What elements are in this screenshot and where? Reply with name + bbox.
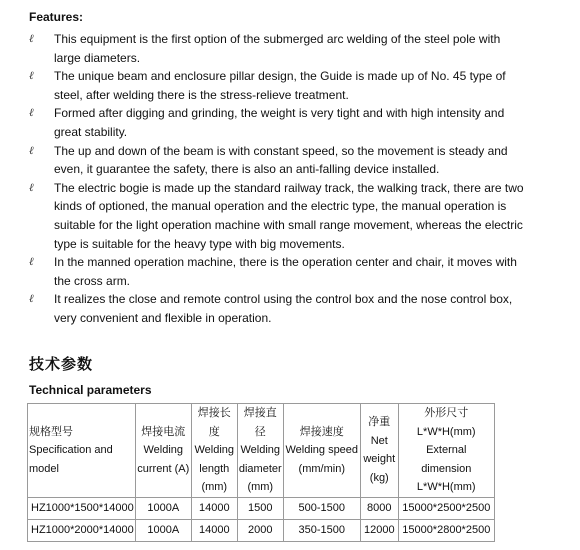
- header-speed: [283, 404, 360, 498]
- header-model: [28, 404, 136, 498]
- header-line: 规格型号: [29, 425, 73, 438]
- table-cell: 1500: [237, 497, 283, 519]
- header-line: 焊接直径: [243, 407, 277, 438]
- feature-text: It realizes the close and remote control using the control box and the nose control box, very convenient and flexible in operation.: [54, 292, 513, 325]
- header-line: (mm): [247, 481, 274, 493]
- bullet-icon: ℓ: [29, 32, 34, 45]
- header-weight: [360, 404, 398, 498]
- bullet-icon: ℓ: [29, 106, 34, 120]
- bullet-icon: ℓ: [29, 292, 34, 306]
- feature-item: [29, 142, 529, 179]
- feature-item: [29, 179, 529, 253]
- table-cell: 350-1500: [283, 519, 360, 541]
- header-line: Welding speed: [285, 444, 359, 456]
- header-line: Welding: [240, 444, 281, 456]
- section-heading-cn: 技术参数: [29, 356, 94, 373]
- header-line: 焊接长度: [197, 407, 231, 438]
- feature-text: This equipment is the first option of the submerged arc welding of the steel pole with large diameters.: [54, 32, 501, 65]
- header-line: (kg): [369, 471, 389, 484]
- header-line: Specification and: [29, 444, 113, 456]
- header-line: (mm): [201, 481, 228, 493]
- bullet-icon: ℓ: [29, 180, 34, 194]
- header-line: Net: [370, 434, 388, 447]
- header-line: (mm/min): [298, 462, 345, 475]
- header-line: Welding: [143, 444, 184, 456]
- header-line: L*W*H(mm): [416, 425, 476, 438]
- table-row: [28, 497, 495, 519]
- table-cell: 500-1500: [283, 497, 360, 519]
- table-cell: 2000: [237, 519, 283, 541]
- table-cell: HZ1000*1500*14000: [28, 497, 136, 519]
- header-length: [191, 404, 237, 498]
- header-line: L*W*H(mm): [416, 481, 476, 493]
- table-cell: HZ1000*2000*14000: [28, 519, 136, 541]
- table-cell: 1000A: [135, 519, 191, 541]
- table-cell: 14000: [191, 497, 237, 519]
- header-current: [135, 404, 191, 498]
- header-line: diameter: [238, 462, 282, 475]
- header-line: 外形尺寸: [424, 407, 469, 419]
- bullet-icon: ℓ: [29, 255, 34, 269]
- features-heading: Features:: [29, 10, 84, 24]
- header-line: current (A): [137, 462, 190, 475]
- header-dimension: [398, 404, 494, 498]
- header-diameter: [237, 404, 283, 498]
- feature-item: [29, 67, 529, 104]
- technical-parameters-heading: Technical parameters: [29, 383, 152, 397]
- bullet-icon: ℓ: [29, 69, 34, 83]
- feature-list: [29, 30, 529, 328]
- header-line: model: [29, 462, 59, 475]
- feature-item: [29, 30, 529, 67]
- table-cell: 15000*2800*2500: [398, 519, 494, 541]
- header-line: External dimension: [421, 444, 472, 475]
- table-cell: 8000: [360, 497, 398, 519]
- table-row: [28, 519, 495, 541]
- table-header-row: [28, 404, 495, 498]
- feature-text: In the manned operation machine, there is the operation center and chair, it moves with the cross arm.: [54, 255, 517, 288]
- feature-item: [29, 104, 529, 141]
- header-line: 焊接电流: [141, 425, 186, 438]
- feature-item: [29, 290, 529, 327]
- header-line: Welding: [194, 444, 235, 456]
- header-line: length: [199, 462, 230, 475]
- table-cell: 14000: [191, 519, 237, 541]
- parameters-table: [27, 403, 495, 542]
- feature-item: [29, 253, 529, 290]
- feature-text: Formed after digging and grinding, the weight is very tight and with high intensity and great stability.: [54, 106, 505, 139]
- feature-text: The up and down of the beam is with constant speed, so the movement is steady and even, it guarantee the safety, there is also an anti-falling device installed.: [54, 143, 508, 177]
- bullet-icon: ℓ: [29, 143, 34, 157]
- feature-text: The unique beam and enclosure pillar design, the Guide is made up of No. 45 type of steel, after welding there is the stress-relieve treatment.: [54, 69, 506, 102]
- header-line: 净重: [368, 416, 391, 429]
- feature-text: The electric bogie is made up the standard railway track, the walking track, there are two kinds of optioned, the manual operation and the electric type, the manual operation is suitable for the light operation machine with small range movement, whereas the electric type is suitable for the heavy type with big movements.: [54, 180, 524, 251]
- header-line: 焊接速度: [299, 425, 344, 438]
- table-cell: 1000A: [135, 497, 191, 519]
- header-line: weight: [363, 453, 396, 466]
- table-cell: 15000*2500*2500: [398, 497, 494, 519]
- table-cell: 12000: [360, 519, 398, 541]
